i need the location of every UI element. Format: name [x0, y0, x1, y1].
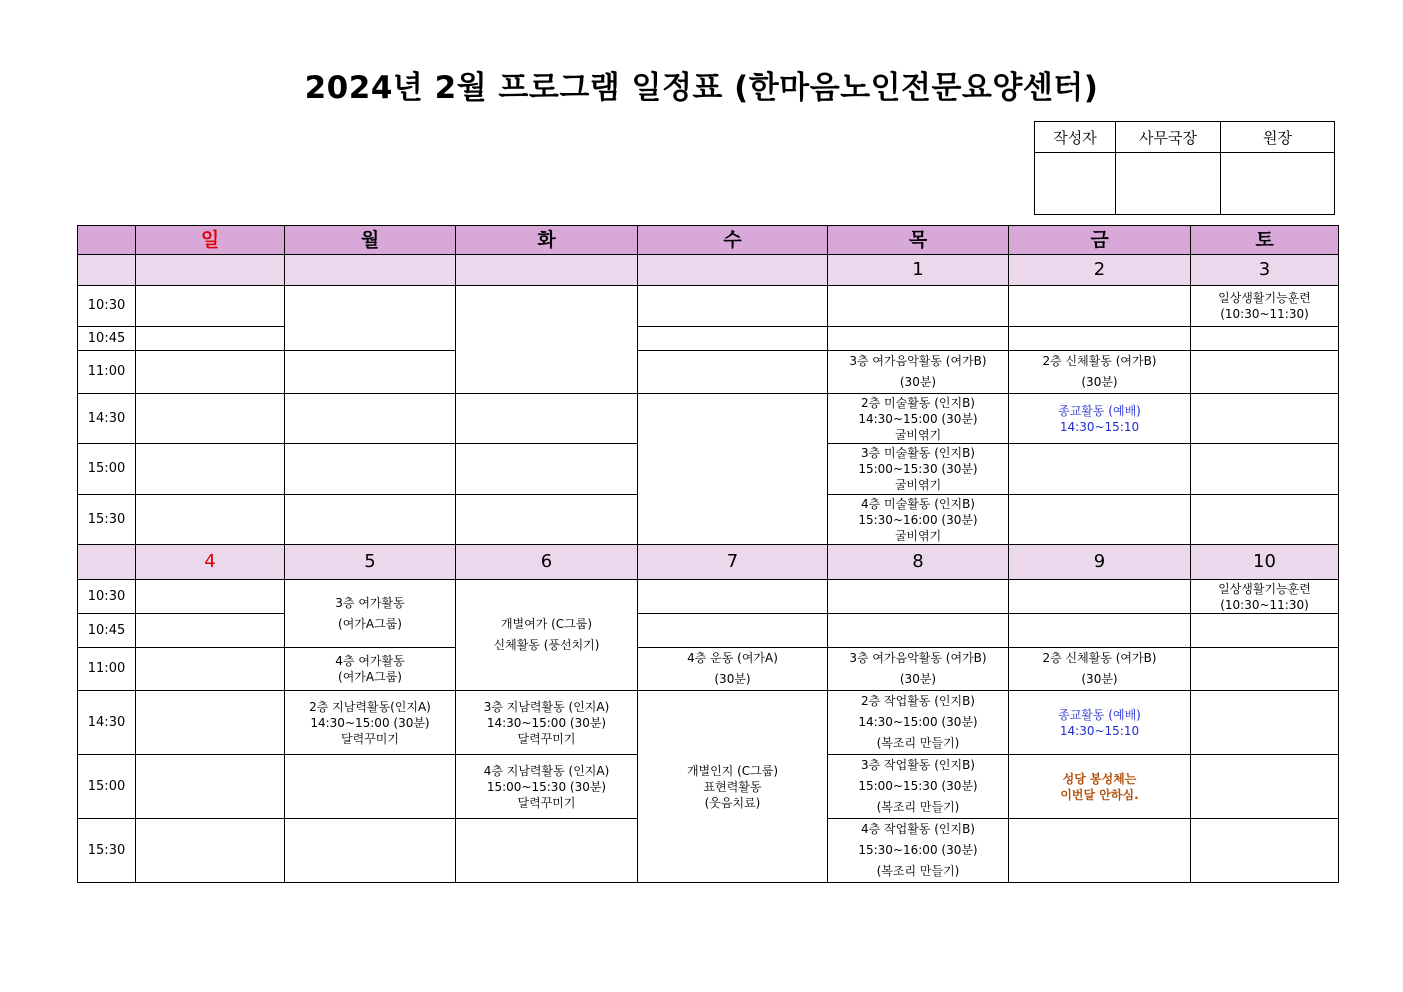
week2-row-1045	[78, 614, 1339, 648]
activity-line: 15:00~15:30 (30분)	[858, 779, 978, 793]
schedule-cell	[1009, 495, 1191, 545]
week2-row-1430	[78, 691, 1339, 755]
schedule-cell	[456, 394, 638, 444]
schedule-cell	[1191, 327, 1339, 351]
schedule-table	[77, 225, 1339, 883]
notice-line: 성당 봉성체는	[1062, 771, 1137, 786]
activity-line: (30분)	[899, 375, 937, 389]
day-tue: 화	[456, 226, 638, 255]
schedule-cell	[828, 691, 1009, 755]
schedule-cell	[456, 691, 638, 755]
week1-date-row	[78, 255, 1339, 286]
activity-line: (복조리 만들기)	[876, 736, 960, 750]
activity-line: (웃음치료)	[704, 795, 761, 810]
activity-line: 4층 여가활동	[335, 654, 405, 668]
schedule-cell	[638, 691, 828, 883]
schedule-cell	[285, 286, 456, 351]
activity-line: 3층 작업활동 (인지B)	[860, 758, 975, 772]
schedule-cell	[828, 327, 1009, 351]
schedule-cell	[828, 648, 1009, 691]
schedule-cell	[285, 394, 456, 444]
date-cell: 2	[1009, 255, 1191, 286]
activity-line: 15:00~15:30 (30분)	[858, 462, 978, 476]
date-cell: 7	[638, 545, 828, 580]
approval-writer-sign	[1035, 153, 1116, 215]
activity-line: 3층 여가음악활동 (여가B)	[849, 651, 987, 665]
corner-cell	[78, 226, 136, 255]
schedule-cell	[1191, 286, 1339, 327]
schedule-cell	[1191, 648, 1339, 691]
schedule-cell	[456, 819, 638, 883]
schedule-cell	[456, 495, 638, 545]
schedule-cell	[1191, 691, 1339, 755]
time-label: 11:00	[78, 648, 136, 691]
schedule-cell	[285, 444, 456, 495]
time-label: 10:30	[78, 286, 136, 327]
activity-line: 14:30~15:00 (30분)	[858, 411, 978, 426]
activity-line: 2층 미술활동 (인지B)	[860, 395, 975, 410]
schedule-cell	[456, 286, 638, 394]
activity-line: 굴비엮기	[894, 528, 942, 543]
time-label: 14:30	[78, 394, 136, 444]
religion-cell	[1009, 691, 1191, 755]
schedule-cell	[1191, 819, 1339, 883]
schedule-cell	[638, 614, 828, 648]
schedule-cell	[638, 648, 828, 691]
week2-row-1030	[78, 580, 1339, 614]
activity-line: 14:30~15:10	[1059, 419, 1140, 434]
religion-cell	[1009, 394, 1191, 444]
activity-line: 개별인지 (C그룹)	[686, 763, 779, 778]
date-cell	[285, 255, 456, 286]
activity-line: 달력꾸미기	[517, 731, 576, 746]
schedule-cell	[136, 691, 285, 755]
activity-line: 개별여가 (C그룹)	[500, 617, 593, 631]
schedule-cell	[828, 394, 1009, 444]
approval-director-sign	[1221, 153, 1335, 215]
date-cell: 9	[1009, 545, 1191, 580]
schedule-cell	[1191, 755, 1339, 819]
day-sat: 토	[1191, 226, 1339, 255]
schedule-cell	[136, 614, 285, 648]
notice-cell	[1009, 755, 1191, 819]
schedule-cell	[828, 444, 1009, 495]
approval-box	[1034, 121, 1335, 215]
schedule-cell	[1009, 351, 1191, 394]
schedule-cell	[136, 444, 285, 495]
activity-line: (10:30~11:30)	[1220, 307, 1309, 321]
day-header-row	[78, 226, 1339, 255]
schedule-cell	[285, 819, 456, 883]
schedule-cell	[1191, 580, 1339, 614]
date-cell	[136, 255, 285, 286]
day-mon: 월	[285, 226, 456, 255]
date-corner	[78, 545, 136, 580]
approval-director-label: 원장	[1221, 122, 1335, 153]
schedule-cell	[456, 580, 638, 691]
day-thu: 목	[828, 226, 1009, 255]
day-fri: 금	[1009, 226, 1191, 255]
schedule-cell	[1009, 819, 1191, 883]
schedule-cell	[638, 351, 828, 394]
schedule-cell	[136, 648, 285, 691]
activity-line: (30분)	[714, 672, 751, 686]
schedule-cell	[285, 755, 456, 819]
date-cell: 8	[828, 545, 1009, 580]
schedule-cell	[1009, 286, 1191, 327]
activity-line: (여가A그룹)	[338, 616, 402, 631]
activity-line: 15:30~16:00 (30분)	[858, 512, 978, 527]
schedule-cell	[136, 580, 285, 614]
activity-line: 일상생활기능훈련	[1218, 581, 1311, 596]
schedule-cell	[1009, 580, 1191, 614]
schedule-cell	[285, 351, 456, 394]
activity-line: 일상생활기능훈련	[1218, 291, 1311, 305]
activity-line: 15:30~16:00 (30분)	[858, 843, 978, 857]
date-cell: 4	[136, 545, 285, 580]
schedule-cell	[136, 327, 285, 351]
schedule-cell	[638, 286, 828, 327]
schedule-cell	[1009, 648, 1191, 691]
approval-secretary-label: 사무국장	[1116, 122, 1221, 153]
activity-line: 종교활동 (예배)	[1058, 707, 1141, 722]
schedule-cell	[456, 755, 638, 819]
schedule-cell	[136, 755, 285, 819]
week1-row-1100	[78, 351, 1339, 394]
time-label: 10:45	[78, 614, 136, 648]
approval-writer-label: 작성자	[1035, 122, 1116, 153]
activity-line: 2층 신체활동 (여가B)	[1042, 354, 1157, 368]
activity-line: (30분)	[899, 672, 937, 686]
time-label: 10:45	[78, 327, 136, 351]
time-label: 15:00	[78, 755, 136, 819]
approval-secretary-sign	[1116, 153, 1221, 215]
week1-row-1030	[78, 286, 1339, 327]
schedule-cell	[136, 286, 285, 327]
date-cell: 1	[828, 255, 1009, 286]
schedule-cell	[1191, 495, 1339, 545]
activity-line: (10:30~11:30)	[1220, 597, 1309, 612]
activity-line: 3층 지남력활동 (인지A)	[483, 699, 610, 714]
activity-line: 15:00~15:30 (30분)	[486, 779, 607, 794]
schedule-cell	[136, 819, 285, 883]
date-cell	[456, 255, 638, 286]
schedule-cell	[285, 495, 456, 545]
activity-line: 3층 여가음악활동 (여가B)	[849, 354, 987, 368]
date-cell: 5	[285, 545, 456, 580]
schedule-cell	[638, 394, 828, 545]
activity-line: (30분)	[1081, 375, 1118, 389]
activity-line: (복조리 만들기)	[876, 800, 960, 814]
schedule-cell	[828, 351, 1009, 394]
schedule-cell	[828, 614, 1009, 648]
activity-line: 표현력활동	[703, 779, 762, 794]
week2-row-1100	[78, 648, 1339, 691]
schedule-cell	[638, 580, 828, 614]
time-label: 11:00	[78, 351, 136, 394]
schedule-cell	[1191, 351, 1339, 394]
activity-line: 4층 미술활동 (인지B)	[860, 496, 975, 511]
date-corner	[78, 255, 136, 286]
schedule-cell	[828, 755, 1009, 819]
date-cell	[638, 255, 828, 286]
activity-line: 굴비엮기	[894, 427, 942, 442]
activity-line: 굴비엮기	[894, 478, 942, 492]
time-label: 14:30	[78, 691, 136, 755]
schedule-cell	[456, 444, 638, 495]
schedule-cell	[828, 819, 1009, 883]
activity-line: 신체활동 (풍선치기)	[493, 638, 600, 652]
page-title: 2024년 2월 프로그램 일정표 (한마음노인전문요양센터)	[304, 70, 1099, 106]
activity-line: 4층 지남력활동 (인지A)	[483, 763, 610, 778]
activity-line: 종교활동 (예배)	[1058, 403, 1141, 418]
schedule-cell	[1009, 327, 1191, 351]
activity-line: 4층 운동 (여가A)	[687, 651, 778, 665]
week1-row-1430	[78, 394, 1339, 444]
schedule-cell	[1191, 394, 1339, 444]
schedule-cell	[1009, 444, 1191, 495]
day-wed: 수	[638, 226, 828, 255]
time-label: 15:00	[78, 444, 136, 495]
week1-row-1045	[78, 327, 1339, 351]
schedule-cell	[136, 394, 285, 444]
activity-line: (여가A그룹)	[338, 670, 402, 684]
schedule-cell	[1009, 614, 1191, 648]
schedule-cell	[828, 286, 1009, 327]
schedule-cell	[828, 580, 1009, 614]
schedule-cell	[1191, 444, 1339, 495]
notice-line: 이번달 안하심.	[1060, 787, 1139, 802]
activity-line: 4층 작업활동 (인지B)	[860, 822, 975, 836]
date-cell: 10	[1191, 545, 1339, 580]
time-label: 10:30	[78, 580, 136, 614]
schedule-cell	[136, 351, 285, 394]
activity-line: 3층 여가활동	[335, 595, 405, 610]
activity-line: 14:30~15:00 (30분)	[310, 715, 430, 730]
schedule-cell	[828, 495, 1009, 545]
activity-line: 달력꾸미기	[517, 795, 576, 810]
activity-line: 14:30~15:10	[1059, 723, 1140, 738]
activity-line: 2층 작업활동 (인지B)	[860, 694, 975, 708]
date-cell: 3	[1191, 255, 1339, 286]
activity-line: 달력꾸미기	[341, 731, 399, 746]
schedule-cell	[285, 691, 456, 755]
time-label: 15:30	[78, 819, 136, 883]
date-cell: 6	[456, 545, 638, 580]
activity-line: 14:30~15:00 (30분)	[486, 715, 607, 730]
day-sun: 일	[136, 226, 285, 255]
activity-line: 3층 미술활동 (인지B)	[860, 446, 975, 460]
time-label: 15:30	[78, 495, 136, 545]
activity-line: 14:30~15:00 (30분)	[858, 715, 978, 729]
schedule-cell	[136, 495, 285, 545]
activity-line: (복조리 만들기)	[876, 864, 960, 878]
activity-line: 2층 지남력활동(인지A)	[309, 699, 431, 714]
activity-line: (30분)	[1081, 672, 1118, 686]
week2-date-row	[78, 545, 1339, 580]
activity-line: 2층 신체활동 (여가B)	[1042, 651, 1157, 665]
schedule-cell	[638, 327, 828, 351]
schedule-cell	[1191, 614, 1339, 648]
schedule-cell	[285, 648, 456, 691]
schedule-cell	[285, 580, 456, 648]
